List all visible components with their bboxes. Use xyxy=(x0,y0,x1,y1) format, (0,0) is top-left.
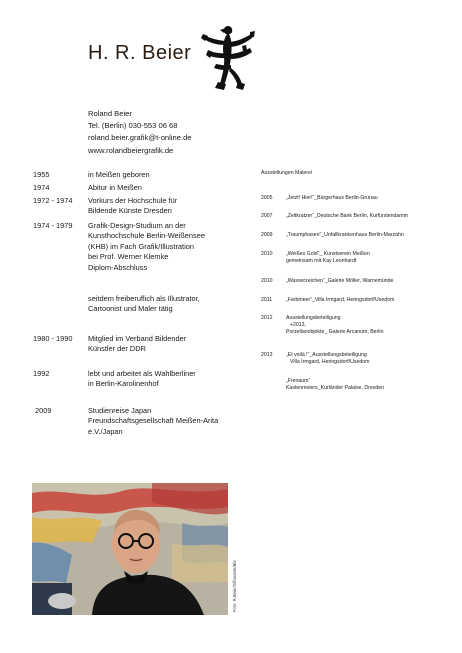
exhibition-text: „Weißes Gold“_ Kunstverein Meißen xyxy=(286,251,370,257)
bio-text: Studienreise Japan xyxy=(88,406,152,415)
exhibition-year: 2010 xyxy=(261,278,273,284)
bio-year: 1955 xyxy=(33,170,50,179)
exhibition-text: Porzellanobjekte_ Galerie Arcanum, Berlin xyxy=(286,329,384,336)
photo-credit: Foto: R.Beier/Silhouette/Bie xyxy=(232,560,237,612)
exhibition-text: „Wasserzeichen“_Galerie Möller, Warnemünde xyxy=(286,278,394,284)
exhibition-year: 2007 xyxy=(261,213,273,219)
bio-text: Mitglied im Verband Bildender xyxy=(88,334,187,343)
bio-year: 1974 - 1979 xyxy=(33,221,73,230)
bio-text: Bildende Künste Dresden xyxy=(88,206,172,216)
exhibition-text: „Zeitkratzer“_Deutsche Bank Berlin, Kurfürstendamm xyxy=(286,213,408,219)
bio-text: bei Prof. Werner Klemke xyxy=(88,252,169,262)
exhibition-year: 2010 xyxy=(261,251,273,257)
exhibition-text: +2013, xyxy=(290,322,307,329)
contact-email[interactable]: roland.beier.grafik@t-online.de xyxy=(88,133,192,143)
exhibition-year: 2012 xyxy=(261,315,273,321)
exhibition-text: „Freiraum“ xyxy=(286,378,311,384)
exhibition-year: 2009 xyxy=(261,232,273,238)
contact-phone: Tel. (Berlin) 030-553 06 68 xyxy=(88,121,178,131)
exhibition-text: „Traumphasen“_Unfallkrankenhaus Berlin-Marzahn xyxy=(286,232,404,238)
bio-text: Freundschaftsgesellschaft Meißen-Arita xyxy=(88,416,219,426)
bio-text: Kunsthochschule Berlin-Weißensee xyxy=(88,231,205,241)
artist-portrait-photo xyxy=(32,483,228,615)
bio-year: 1980 - 1990 xyxy=(33,334,73,343)
bio-text: Abitur in Meißen xyxy=(88,183,142,192)
contact-block xyxy=(88,108,192,157)
bio-text: Diplom-Abschluss xyxy=(88,262,148,272)
exhibition-text: „Farbmeer“_Villa Irmgard, Heringsdorf/Usedom xyxy=(286,297,395,303)
exhibition-text: gemeinsam mit Kay Leonhardt xyxy=(286,258,357,265)
bio-year: 1974 xyxy=(33,183,50,192)
exhibition-text: Ausstellungsbeteiligung xyxy=(286,315,341,321)
portrait-image xyxy=(32,483,228,615)
bio-year: 2009 xyxy=(35,406,52,415)
bio-year: 1972 - 1974 xyxy=(33,196,73,205)
exhibition-year: 2005 xyxy=(261,195,273,201)
exhibition-text: Villa Irmgard, Heringsdorf/Usedom xyxy=(290,359,370,366)
contact-name: Roland Beier xyxy=(88,109,132,118)
exhibition-year: 2011 xyxy=(261,297,273,303)
exhibition-text: „Et voilà !“_Ausstellungsbeteiligung xyxy=(286,352,367,358)
bio-text: lebt und arbeitet als Wahlberliner xyxy=(88,369,196,378)
exhibitions-heading: Ausstellungen Malerei xyxy=(261,170,313,176)
bio-text: Vorkurs der Hochschule für xyxy=(88,196,178,205)
exhibition-year: 2013 xyxy=(261,352,273,358)
bio-text: Cartoonist und Maler tätig xyxy=(88,304,173,314)
exhibition-text: „Jetzt! Hier!“_Bürgerhaus Berlin-Grünau xyxy=(286,195,378,201)
exhibition-text: Kastenmeiers_Kurländer Palaise, Dresden xyxy=(286,385,385,392)
bio-text: in Berlin-Karolinenhof xyxy=(88,379,159,389)
artist-name: H. R. Beier xyxy=(88,42,192,64)
bio-text: Künstler der DDR xyxy=(88,344,146,354)
bio-text: e.V./Japan xyxy=(88,426,123,436)
calligraphic-figure-logo xyxy=(198,24,258,92)
bio-text: Grafik-Design-Studium an der xyxy=(88,221,186,230)
bio-text: (KHB) im Fach Grafik/Illustration xyxy=(88,241,194,251)
bio-text: in Meißen geboren xyxy=(88,170,150,179)
contact-website[interactable]: www.rolandbeiergrafik.de xyxy=(88,145,174,155)
bio-year: 1992 xyxy=(33,369,50,378)
bio-text: seitdem freiberuflich als Illustrator, xyxy=(88,294,200,303)
